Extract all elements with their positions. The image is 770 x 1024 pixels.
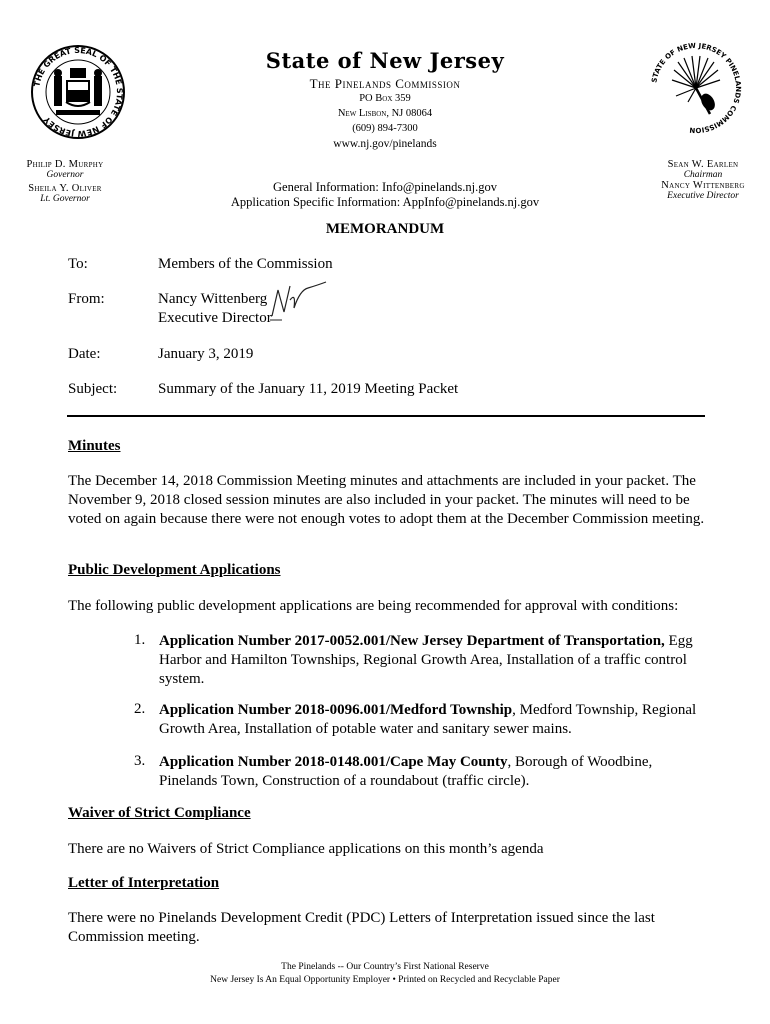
website-link[interactable]: www.nj.gov/pinelands [333,138,437,150]
chairman-name: Sean W. Earlen [667,159,739,170]
minutes-paragraph: The December 14, 2018 Commission Meeting minutes and attachments are included in your packet. The November 9, 2018 closed session minutes are also included in your packet. The minutes will need to be voted on again because there were not enough votes to adopt them at the December Commission meeting. [68,473,705,527]
subject-value: Summary of the January 11, 2019 Meeting Packet [158,381,459,397]
letter-paragraph: There were no Pinelands Development Credit (PDC) Letters of Interpretation issued since the last Commission meeting. [68,910,655,945]
list-item [159,632,714,689]
pine-branch-icon [648,40,744,136]
application-title: Application Number 2018-0096.001/Medford Township [159,702,513,718]
minutes-heading: Minutes [68,438,121,454]
signature-icon [268,280,330,322]
application-title: Application Number 2018-0148.001/Cape May County [159,754,508,770]
commission-officers-block [638,159,768,201]
nj-state-seal [30,44,126,140]
svg-text:STATE OF NEW JERSEY PINELANDS: STATE OF NEW JERSEY PINELANDS COMMISSION [650,41,743,135]
governor-name: Philip D. Murphy [26,159,104,170]
application-title: Application Number 2017-0052.001/New Jersey Department of Transportation, [159,633,665,649]
public-applications-intro: The following public development applications are being recommended for approval with conditions: [68,598,679,614]
phone-number: (609) 894-7300 [352,123,418,134]
letter-heading: Letter of Interpretation [68,875,220,891]
waiver-paragraph: There are no Waivers of Strict Compliance applications on this month’s agenda [68,841,544,857]
governor-block [0,159,130,204]
pinelands-commission-seal [648,40,744,136]
commission-name: The Pinelands Commission [309,76,461,91]
application-detail: , Medford Township, Regional Growth Area, Installation of potable water and sanitary sewer mains. [159,702,697,737]
to-label: To: [68,256,88,272]
list-item [159,701,714,739]
executive-director-role: Executive Director [667,191,739,201]
date-label: Date: [68,346,101,362]
public-applications-heading: Public Development Applications [68,562,281,578]
memo-title: MEMORANDUM [325,221,445,237]
city-address: New Lisbon, NJ 08064 [337,108,433,119]
chairman-role: Chairman [683,170,723,180]
from-title: Executive Director [158,310,272,326]
application-info-email[interactable]: Application Specific Information: AppInfo@pinelands.nj.gov [230,195,540,209]
footer-tagline: The Pinelands -- Our Country’s First National Reserve [281,962,489,972]
list-item [159,753,714,791]
header-divider [67,415,705,417]
lt-governor-name: Sheila Y. Oliver [28,183,102,194]
general-info-email[interactable]: General Information: Info@pinelands.nj.gov [273,180,497,194]
from-name: Nancy Wittenberg [158,291,268,307]
state-seal-icon [30,44,126,140]
application-detail: Egg Harbor and Hamilton Townships, Regional Growth Area, Installation of a traffic control system. [159,633,693,687]
governor-role: Governor [46,170,84,180]
lt-governor-role: Lt. Governor [40,194,90,204]
to-value: Members of the Commission [158,256,333,272]
application-detail: , Borough of Woodbine, Pinelands Town, Construction of a roundabout (traffic circle). [159,754,653,789]
po-box: PO Box 359 [359,93,411,104]
state-title: State of New Jersey [265,48,505,73]
footer-disclaimer: New Jersey Is An Equal Opportunity Employer • Printed on Recycled and Recyclable Paper [210,975,560,985]
date-value: January 3, 2019 [158,346,254,362]
waiver-heading: Waiver of Strict Compliance [68,805,251,821]
from-label: From: [68,291,105,307]
list-item-number: 3. [134,753,146,769]
svg-text:THE GREAT SEAL OF THE STATE OF: THE GREAT SEAL OF THE STATE OF NEW JERSEY [32,45,125,139]
subject-label: Subject: [68,381,118,397]
executive-director-name: Nancy Wittenberg [661,180,745,191]
list-item-number: 1. [134,632,146,648]
list-item-number: 2. [134,701,146,717]
